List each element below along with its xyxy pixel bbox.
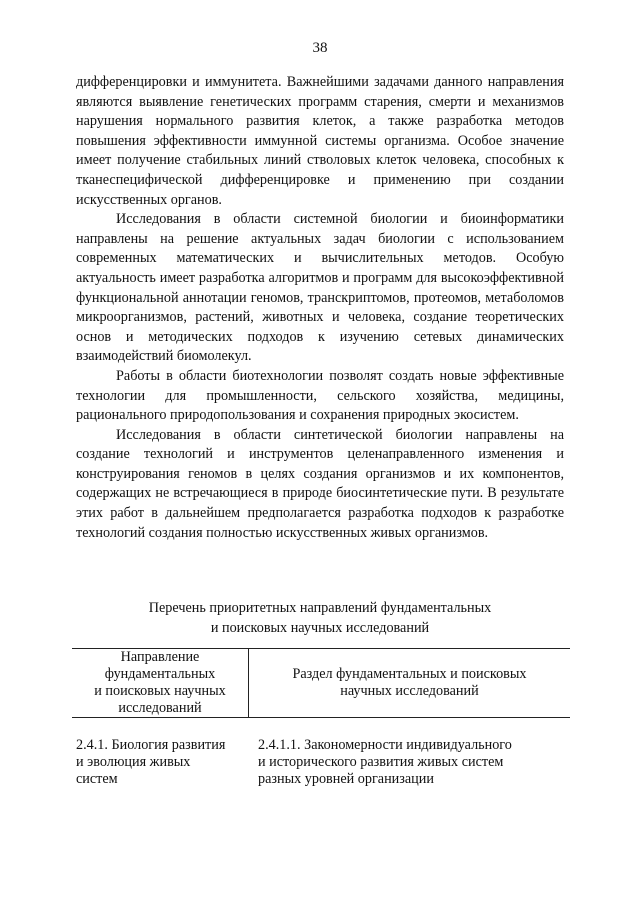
cell-section (248, 737, 570, 788)
header-cell-direction (72, 649, 249, 717)
body-text (76, 73, 564, 543)
paragraph: дифференцировки и иммунитета. Важнейшими задачами данного направления являются выявление генетических программ старения, смерти и механизмов нарушения нормального развития клеток, а также разработка методов повышения эффективности иммунной системы организма. Особое значение имеет получение стабильных линий стволовых клеток человека, способных к тканеспецифической дифференцировке и применению при создании искусственных органов. (76, 74, 564, 208)
table-caption-line: и поисковых научных исследований (210, 619, 430, 636)
cell-line: и эволюция живых (76, 754, 191, 770)
paragraph: Исследования в области синтетической биологии направлены на создание технологий и инструментов целенаправленного изменения и конструирования геномов в целях создания организмов и их компонентов, содержащих не встречающиеся в природе биосинтетические пути. В результате этих работ в дальнейшем предполагается разработка подходов к разработке технологий создания полностью искусственных живых организмов. (76, 426, 564, 541)
table-row (72, 737, 570, 788)
cell-line: и исторического развития живых систем (258, 754, 504, 770)
header-line: Раздел фундаментальных и поисковых (292, 666, 527, 682)
paragraph: Работы в области биотехнологии позволят создать новые эффективные технологии для промышленности, сельского хозяйства, медицины, рационального природопользования и сохранения природных экосистем. (76, 367, 564, 424)
header-line: и поисковых научных (94, 683, 226, 699)
priorities-table (72, 648, 570, 788)
cell-line: систем (76, 771, 118, 787)
header-cell-section (249, 649, 570, 717)
header-line: Направление (120, 649, 200, 665)
cell-line: разных уровней организации (258, 771, 434, 787)
table-caption (76, 599, 564, 638)
cell-direction (72, 737, 248, 788)
header-line: научных исследований (340, 683, 479, 699)
table-header (72, 648, 570, 718)
header-line: исследований (118, 700, 202, 716)
table-caption-line: Перечень приоритетных направлений фундаментальных (148, 600, 492, 616)
paragraph: Исследования в области системной биологии и биоинформатики направлены на решение актуальных задач биологии с использованием современных математических и вычислительных методов. Особую актуальность имеет разработка алгоритмов и программ для высокоэффективной функциональной аннотации геномов, транскриптомов, протеомов, метаболомов микроорганизмов, растений, животных и человека, создание теоретических основ и методических подходов к изучению сетевых динамических взаимодействий биомолекул. (76, 211, 564, 365)
page-number: 38 (312, 40, 328, 56)
header-line: фундаментальных (104, 666, 216, 682)
cell-line: 2.4.1.1. Закономерности индивидуального (258, 737, 512, 753)
cell-line: 2.4.1. Биология развития (76, 737, 226, 753)
